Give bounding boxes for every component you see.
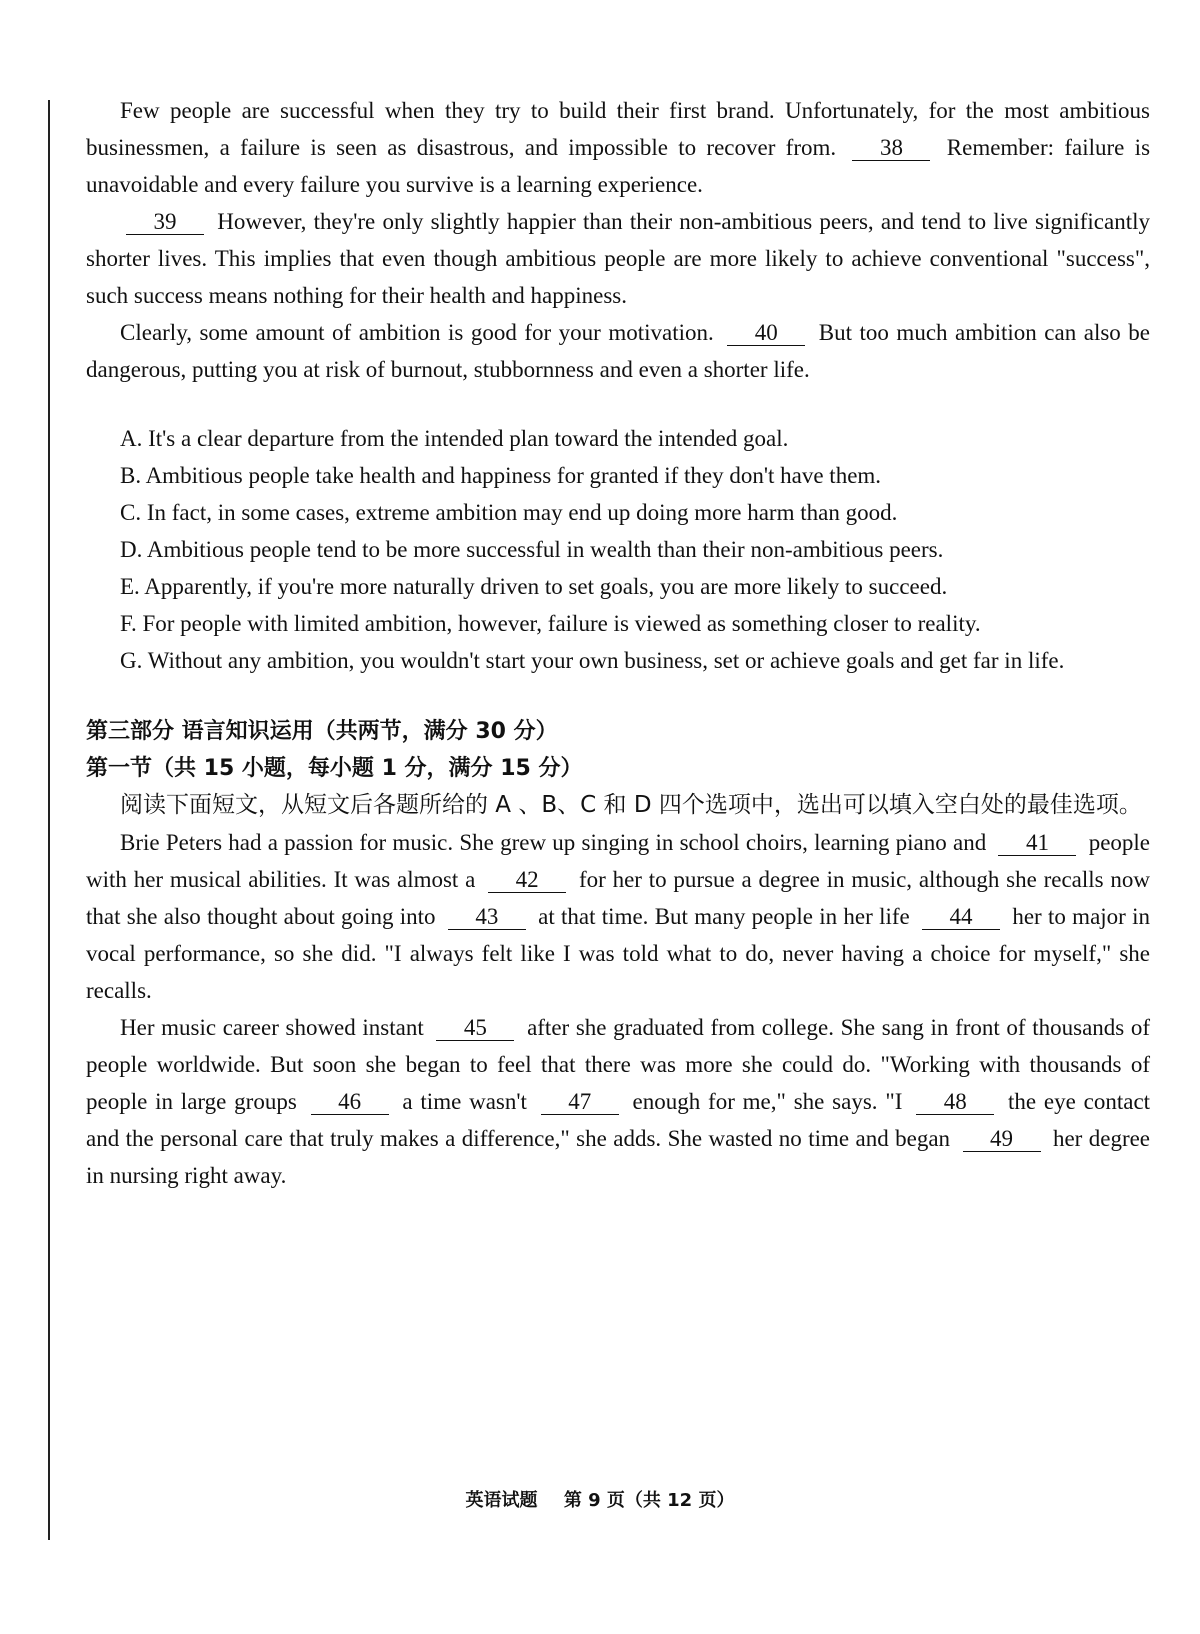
margin-rule	[48, 100, 50, 1540]
blank-43[interactable]: 43	[448, 905, 526, 930]
p2a-text4: at that time. But many people in her life	[538, 904, 910, 929]
instruction-text: 阅读下面短文，从短文后各题所给的 A 、B、C 和 D 四个选项中，选出可以填入空白处的最佳选项。	[120, 792, 1142, 818]
option-b: B. Ambitious people take health and happiness for granted if they don't have them.	[120, 463, 882, 488]
blank-44[interactable]: 44	[922, 905, 1000, 930]
footer-subject: 英语试题	[465, 1490, 538, 1511]
option-e: E. Apparently, if you're more naturally driven to set goals, you are more likely to succeed.	[120, 574, 948, 599]
passage2-paragraph1	[86, 824, 1150, 1009]
option-f: F. For people with limited ambition, however, failure is viewed as something closer to reality.	[120, 611, 981, 636]
p2a-text2: people with her musical abilities. It was almost a	[86, 830, 1150, 892]
answer-options	[86, 420, 1150, 679]
passage1-paragraph1	[86, 92, 1150, 203]
passage1-paragraph2	[86, 203, 1150, 314]
blank-41[interactable]: 41	[998, 831, 1076, 856]
blank-49[interactable]: 49	[963, 1127, 1041, 1152]
blank-47[interactable]: 47	[541, 1090, 619, 1115]
p2b-text2: after she graduated from college. She sang in front of thousands of people worldwide. But soon she began to feel that there was more she could do. "Working with thousands of people in large groups	[86, 1015, 1151, 1114]
blank-38[interactable]: 38	[852, 136, 930, 161]
blank-45[interactable]: 45	[436, 1016, 514, 1041]
p1-text: Few people are successful when they try to build their first brand. Unfortunately, for the most ambitious businessmen, a failure is seen as disastrous, and impossible to recover from.	[86, 98, 1150, 160]
option-a: A. It's a clear departure from the intended plan toward the intended goal.	[120, 426, 789, 451]
blank-46[interactable]: 46	[311, 1090, 389, 1115]
passage2-paragraph2	[86, 1009, 1150, 1194]
p2a-text1: Brie Peters had a passion for music. She grew up singing in school choirs, learning piano and	[120, 830, 987, 855]
section1-heading: 第一节（共 15 小题，每小题 1 分，满分 15 分）	[86, 756, 583, 781]
p2b-text3: a time wasn't	[402, 1089, 527, 1114]
p2-text: However, they're only slightly happier than their non-ambitious peers, and tend to live significantly shorter lives. This implies that even though ambitious people are more likely to achieve conventional "success", such success means nothing for their health and happiness.	[86, 209, 1151, 308]
option-d: D. Ambitious people tend to be more successful in wealth than their non-ambitious peers.	[120, 537, 944, 562]
p1-continuation: Remember: failure is unavoidable and every failure you survive is a learning experience.	[86, 135, 1151, 197]
footer-page-number: 第 9 页（共 12 页）	[563, 1490, 735, 1511]
blank-40[interactable]: 40	[727, 321, 805, 346]
part3-section	[86, 713, 1150, 824]
p3-text: Clearly, some amount of ambition is good for your motivation.	[120, 320, 714, 345]
page-content	[86, 92, 1150, 1194]
p3-continuation: But too much ambition can also be dangerous, putting you at risk of burnout, stubbornness and even a shorter life.	[86, 320, 1151, 382]
blank-42[interactable]: 42	[488, 868, 566, 893]
p2b-text4: enough for me," she says. "I	[632, 1089, 903, 1114]
blank-48[interactable]: 48	[916, 1090, 994, 1115]
p2b-text1: Her music career showed instant	[120, 1015, 424, 1040]
passage1-paragraph3	[86, 314, 1150, 388]
p2b-text6: her degree in nursing right away.	[86, 1126, 1151, 1188]
blank-39[interactable]: 39	[126, 210, 204, 235]
p2b-text5: the eye contact and the personal care that truly makes a difference," she adds. She wasted no time and began	[86, 1089, 1151, 1151]
part3-heading: 第三部分 语言知识运用（共两节，满分 30 分）	[86, 719, 558, 744]
p2a-text3: for her to pursue a degree in music, although she recalls now that she also thought about going into	[86, 867, 1151, 929]
option-g: G. Without any ambition, you wouldn't start your own business, set or achieve goals and get far in life.	[120, 648, 1065, 673]
option-c: C. In fact, in some cases, extreme ambition may end up doing more harm than good.	[120, 500, 898, 525]
p2a-text5: her to major in vocal performance, so she did. "I always felt like I was told what to do, never having a choice for myself," she recalls.	[86, 904, 1151, 1003]
page-footer	[0, 1486, 1200, 1512]
